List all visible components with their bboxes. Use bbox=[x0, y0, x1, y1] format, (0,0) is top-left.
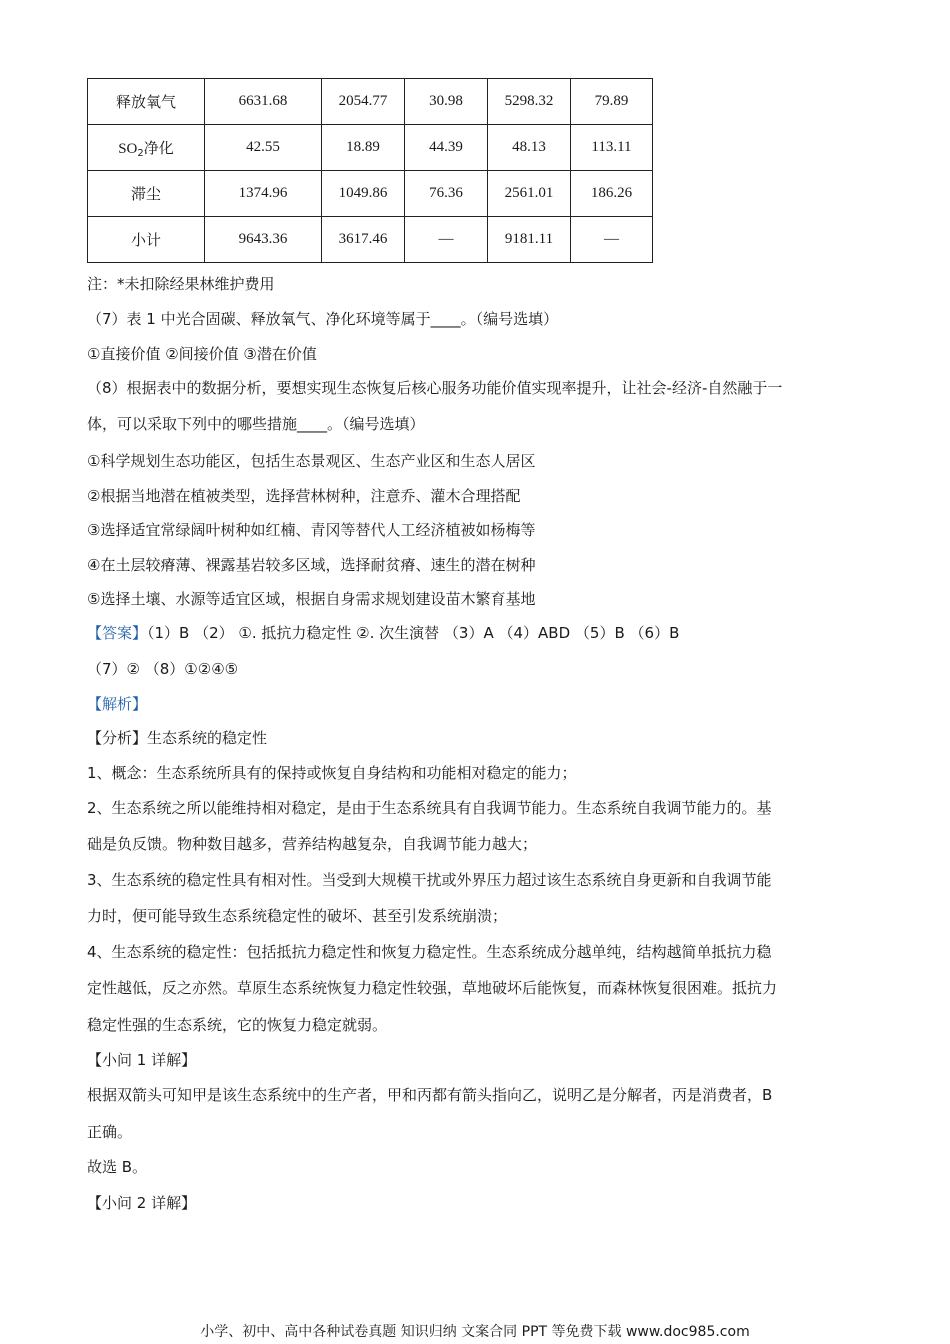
table-cell: — bbox=[405, 217, 488, 263]
row-label-rest: 净化 bbox=[143, 139, 174, 157]
table-cell: 30.98 bbox=[405, 79, 488, 125]
table-cell: 1374.96 bbox=[205, 171, 322, 217]
analysis-line: 稳定性强的生态系统，它的恢复力稳定就弱。 bbox=[87, 1016, 388, 1034]
ecosystem-value-table bbox=[87, 78, 653, 263]
row-label: 小计 bbox=[88, 217, 205, 263]
sub-question-1-header: 【小问 1 详解】 bbox=[87, 1051, 197, 1069]
question-8-option: ②根据当地潜在植被类型，选择营林树种，注意乔、灌木合理搭配 bbox=[87, 487, 521, 505]
table-cell: 9181.11 bbox=[488, 217, 571, 263]
question-8-option: ⑤选择土壤、水源等适宜区域，根据自身需求规划建设苗木繁育基地 bbox=[87, 590, 536, 608]
table-note: 注：*未扣除经果林维护费用 bbox=[87, 275, 275, 293]
table-cell: 2054.77 bbox=[322, 79, 405, 125]
table-row bbox=[88, 125, 653, 171]
table-cell: 42.55 bbox=[205, 125, 322, 171]
table-cell: 9643.36 bbox=[205, 217, 322, 263]
sub-question-1-line: 正确。 bbox=[87, 1123, 133, 1141]
sub-question-1-line: 根据双箭头可知甲是该生态系统中的生产者，甲和丙都有箭头指向乙，说明乙是分解者，丙是消费者，B bbox=[87, 1086, 773, 1104]
table-cell: 76.36 bbox=[405, 171, 488, 217]
analysis-line: 3、生态系统的稳定性具有相对性。当受到大规模干扰或外界压力超过该生态系统自身更新和自我调节能 bbox=[87, 871, 772, 889]
answer-text: （1）B （2） ①. 抵抗力稳定性 ②. 次生演替 （3）A （4）ABD （5）B （6）B bbox=[147, 624, 680, 642]
table-cell: 18.89 bbox=[322, 125, 405, 171]
table-cell: 113.11 bbox=[571, 125, 653, 171]
table-row bbox=[88, 79, 653, 125]
table-cell: 48.13 bbox=[488, 125, 571, 171]
page-footer: 小学、初中、高中各种试卷真题 知识归纳 文案合同 PPT 等免费下载 www.doc985.com bbox=[200, 1324, 750, 1340]
question-8-option: ①科学规划生态功能区，包括生态景观区、生态产业区和生态人居区 bbox=[87, 452, 536, 470]
analysis-line: 力时，便可能导致生态系统稳定性的破坏、甚至引发系统崩溃； bbox=[87, 907, 508, 925]
sub-question-2-header: 【小问 2 详解】 bbox=[87, 1194, 197, 1212]
answer-line-2: （7）② （8）①②④⑤ bbox=[87, 660, 239, 678]
analysis-line: 1、概念：生态系统所具有的保持或恢复自身结构和功能相对稳定的能力； bbox=[87, 764, 577, 782]
row-label bbox=[88, 125, 205, 171]
table-cell: 44.39 bbox=[405, 125, 488, 171]
analysis-line: 定性越低，反之亦然。草原生态系统恢复力稳定性较强，草地破坏后能恢复，而森林恢复很困难。抵抗力 bbox=[87, 979, 778, 997]
row-label-subscript: 2 bbox=[137, 148, 144, 159]
answer-line-1 bbox=[87, 623, 679, 643]
analysis-header: 【分析】生态系统的稳定性 bbox=[87, 729, 268, 747]
answer-tag: 【答案】 bbox=[87, 624, 148, 642]
question-8-line-1: （8）根据表中的数据分析，要想实现生态恢复后核心服务功能价值实现率提升，让社会-经济-自然融于一 bbox=[87, 379, 783, 397]
analysis-line: 4、生态系统的稳定性：包括抵抗力稳定性和恢复力稳定性。生态系统成分越单纯，结构越简单抵抗力稳 bbox=[87, 943, 772, 961]
analysis-line: 2、生态系统之所以能维持相对稳定，是由于生态系统具有自我调节能力。生态系统自我调节能力的。基 bbox=[87, 799, 772, 817]
table-cell: 79.89 bbox=[571, 79, 653, 125]
row-label: 释放氧气 bbox=[88, 79, 205, 125]
table-cell: 1049.86 bbox=[322, 171, 405, 217]
sub-question-1-line: 故选 B。 bbox=[87, 1158, 148, 1176]
analysis-line: 础是负反馈。物种数目越多，营养结构越复杂，自我调节能力越大； bbox=[87, 835, 538, 853]
question-7-options: ①直接价值 ②间接价值 ③潜在价值 bbox=[87, 345, 317, 363]
table-cell: 6631.68 bbox=[205, 79, 322, 125]
table-row bbox=[88, 217, 653, 263]
question-7: （7）表 1 中光合固碳、释放氧气、净化环境等属于____。（编号选填） bbox=[87, 310, 559, 328]
table-cell: — bbox=[571, 217, 653, 263]
table-cell: 5298.32 bbox=[488, 79, 571, 125]
analysis-tag: 【解析】 bbox=[87, 695, 148, 713]
row-label: 滞尘 bbox=[88, 171, 205, 217]
table-cell: 3617.46 bbox=[322, 217, 405, 263]
table-cell: 186.26 bbox=[571, 171, 653, 217]
question-8-option: ④在土层较瘠薄、裸露基岩较多区域，选择耐贫瘠、速生的潜在树种 bbox=[87, 556, 536, 574]
row-label-main: SO bbox=[118, 141, 138, 157]
question-8-option: ③选择适宜常绿阔叶树种如红楠、青冈等替代人工经济植被如杨梅等 bbox=[87, 521, 536, 539]
question-8-line-2: 体，可以采取下列中的哪些措施____。（编号选填） bbox=[87, 415, 425, 433]
table-cell: 2561.01 bbox=[488, 171, 571, 217]
table-row bbox=[88, 171, 653, 217]
